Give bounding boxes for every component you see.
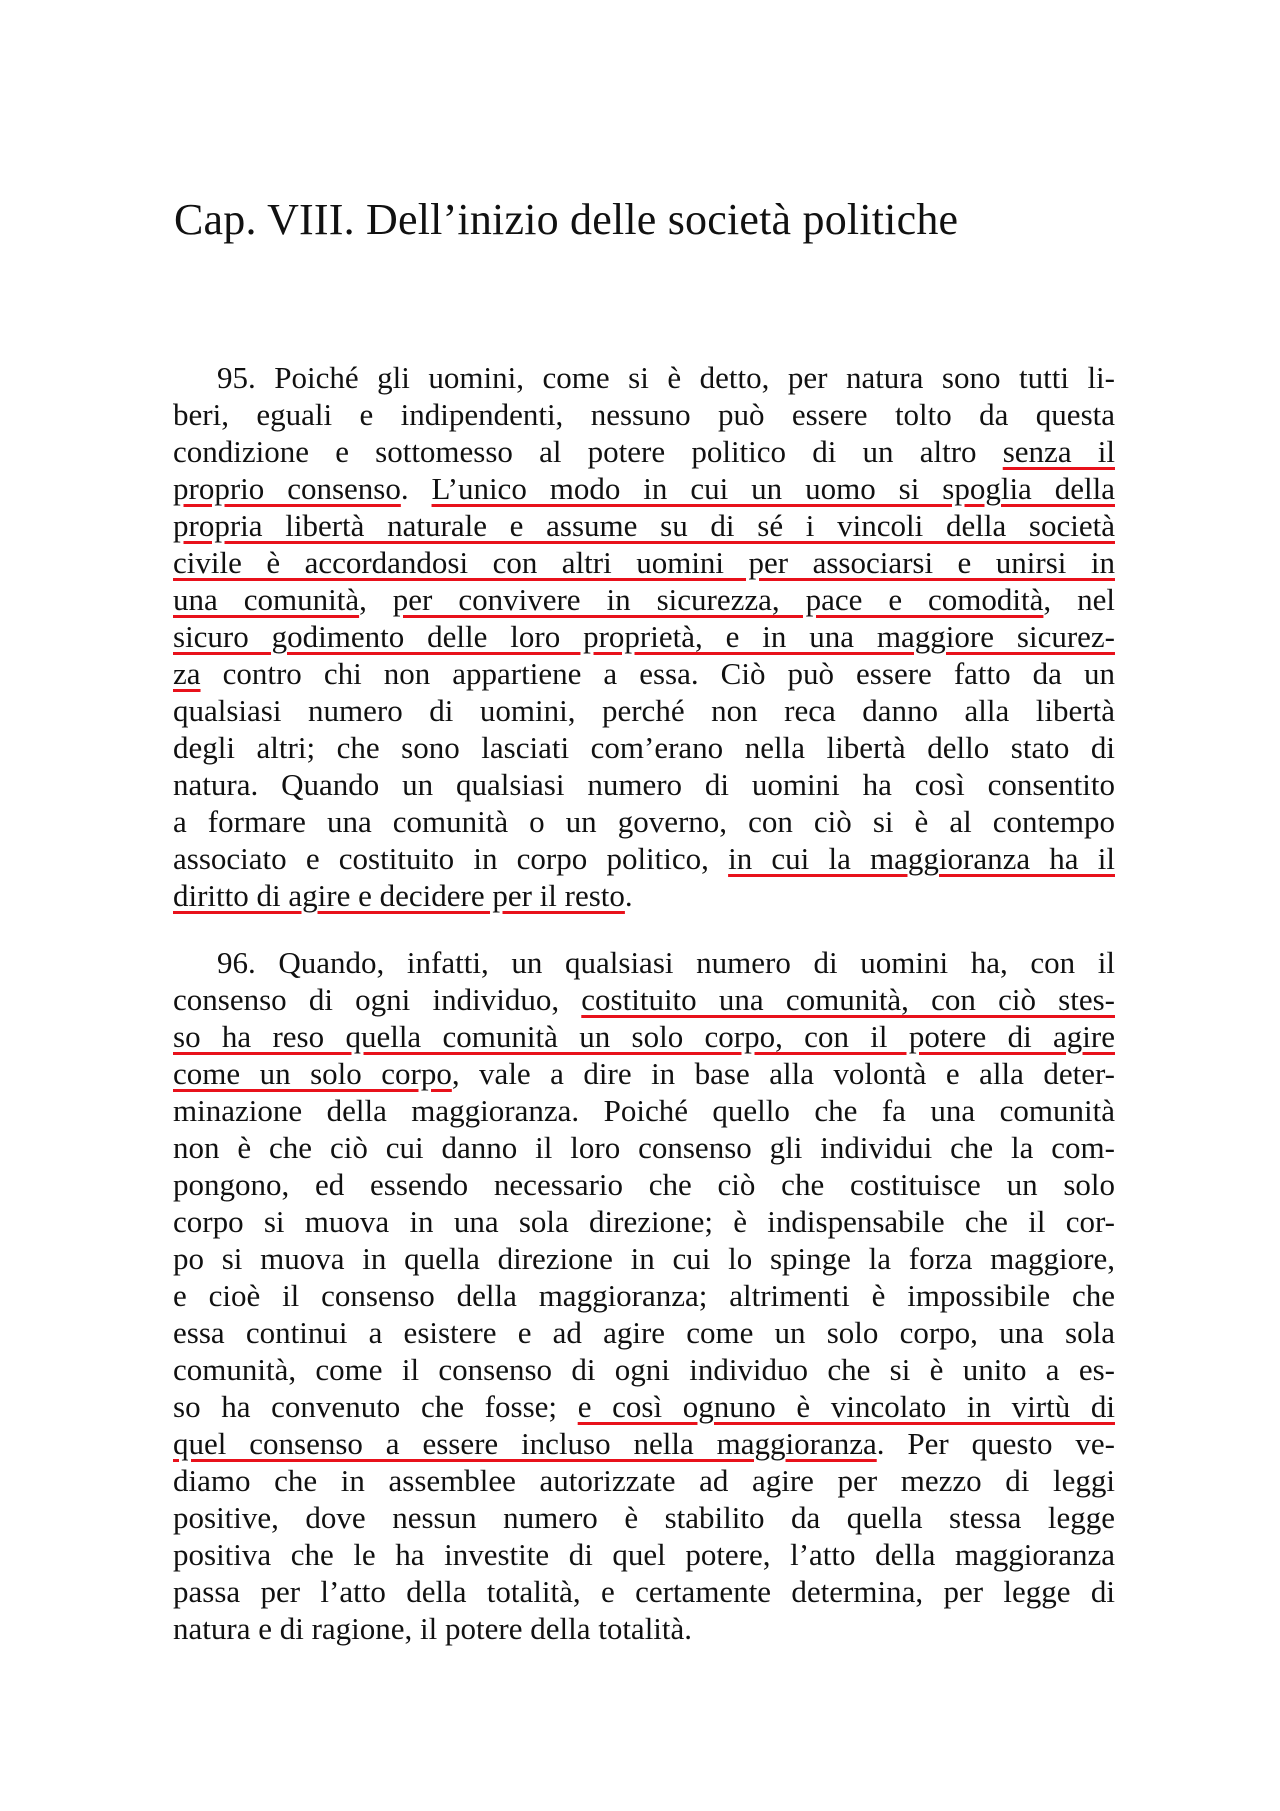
text-line [173,618,1115,655]
text-segment: . Per questo ve- [876,1426,1115,1461]
text-segment: non è che ciò cui danno il loro consenso gli individui che la com- [173,1130,1115,1165]
text-segment: . [400,471,432,506]
text-line [173,396,1115,433]
text-line [173,1425,1115,1462]
text-line [173,1055,1115,1092]
text-segment: essa continui a esistere e ad agire come un solo corpo, una sola [173,1315,1115,1350]
text-segment: pongono, ed essendo necessario che ciò che costituisce un solo [173,1167,1115,1202]
text-segment: minazione della maggioranza. Poiché quello che fa una comunità [173,1093,1115,1128]
text-segment: , [359,582,393,617]
paragraph-95 [173,359,1115,914]
underlined-text: in cui la maggioranza ha il [728,841,1115,876]
text-segment: natura e di ragione, il potere della totalità. [173,1611,693,1646]
text-segment: , vale a dire in base alla volontà e alla deter- [451,1056,1115,1091]
underlined-text: una comunità [173,582,360,617]
text-line [173,507,1115,544]
text-line [173,1573,1115,1610]
chapter-title: Cap. VIII. Dell’inizio delle società politiche [174,195,959,244]
paragraph-96 [173,944,1115,1647]
text-line [173,1129,1115,1166]
underlined-text: za [173,656,201,691]
text-segment: a formare una comunità o un governo, con ciò si è al contempo [173,804,1115,839]
text-line [173,1240,1115,1277]
text-line [173,359,1115,396]
text-segment: corpo si muova in una sola direzione; è indispensabile che il cor- [173,1204,1115,1239]
text-segment: diamo che in assemblee autorizzate ad agire per mezzo di leggi [173,1463,1115,1498]
underlined-text: so ha reso quella comunità un solo corpo, con il potere di agire [173,1019,1115,1054]
text-line [173,840,1115,877]
text-segment: degli altri; che sono lasciati com’erano nella libertà dello stato di [173,730,1115,765]
text-line [173,692,1115,729]
text-segment: positiva che le ha investite di quel potere, l’atto della maggioranza [173,1537,1115,1572]
text-segment: , nel [1043,582,1115,617]
underlined-text: proprio consenso [173,471,401,506]
text-line [173,544,1115,581]
text-line [173,1277,1115,1314]
text-line [173,1203,1115,1240]
text-line [173,1536,1115,1573]
text-line [173,581,1115,618]
text-line [173,433,1115,470]
text-segment: . [624,878,633,913]
text-line [173,766,1115,803]
text-segment: 95. Poiché gli uomini, come si è detto, per natura sono tutti li- [217,360,1115,395]
underlined-text: civile è accordandosi con altri uomini per associarsi e unirsi in [173,545,1115,580]
text-segment: e cioè il consenso della maggioranza; altrimenti è impossibile che [173,1278,1115,1313]
text-line [173,1092,1115,1129]
text-line [173,1166,1115,1203]
text-line [173,1314,1115,1351]
text-segment: associato e costituito in corpo politico, [173,841,729,876]
underlined-text: costituito una comunità, con ciò stes- [581,982,1115,1017]
text-line [173,944,1115,981]
text-segment: passa per l’atto della totalità, e certamente determina, per legge di [173,1574,1115,1609]
text-line [173,470,1115,507]
text-line [173,655,1115,692]
text-line [173,1499,1115,1536]
text-segment: po si muova in quella direzione in cui lo spinge la forza maggiore, [173,1241,1115,1276]
underlined-text: per convivere in sicurezza, pace e comodità [392,582,1044,617]
text-line [173,1388,1115,1425]
underlined-text: propria libertà naturale e assume su di sé i vincoli della società [173,508,1115,543]
text-segment: contro chi non appartiene a essa. Ciò può essere fatto da un [200,656,1115,691]
text-segment: natura. Quando un qualsiasi numero di uomini ha così consentito [173,767,1115,802]
underlined-text: L’unico modo in cui un uomo si spoglia della [431,471,1115,506]
text-line [173,981,1115,1018]
text-segment: comunità, come il consenso di ogni individuo che si è unito a es- [173,1352,1115,1387]
text-segment: condizione e sottomesso al potere politico di un altro [173,434,1003,469]
underlined-text: come un solo corpo [173,1056,452,1091]
text-line [173,729,1115,766]
text-line [173,803,1115,840]
text-line [173,877,1115,914]
text-line [173,1462,1115,1499]
text-segment: 96. Quando, infatti, un qualsiasi numero di uomini ha, con il [217,945,1115,980]
underlined-text: diritto di agire e decidere per il resto [173,878,625,913]
text-line [173,1018,1115,1055]
text-segment: consenso di ogni individuo, [173,982,582,1017]
underlined-text: sicuro godimento delle loro proprietà, e in una maggiore sicurez- [173,619,1115,654]
underlined-text: quel consenso a essere incluso nella maggioranza [173,1426,877,1461]
text-line [173,1351,1115,1388]
text-segment: positive, dove nessun numero è stabilito da quella stessa legge [173,1500,1115,1535]
underlined-text: senza il [1002,434,1115,469]
underlined-text: e così ognuno è vincolato in virtù di [577,1389,1115,1424]
text-segment: so ha convenuto che fosse; [173,1389,578,1424]
text-segment: beri, eguali e indipendenti, nessuno può essere tolto da questa [173,397,1115,432]
text-segment: qualsiasi numero di uomini, perché non reca danno alla libertà [173,693,1115,728]
text-line [173,1610,1115,1647]
